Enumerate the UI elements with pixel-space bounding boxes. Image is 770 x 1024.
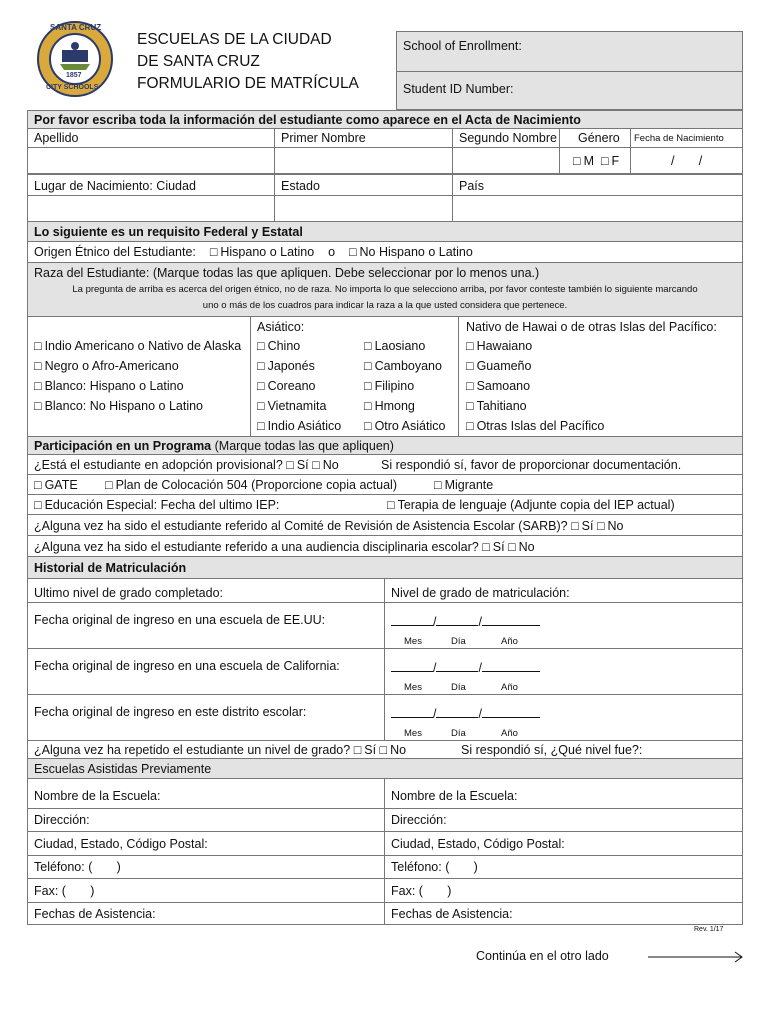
school1-telefono-label: Teléfono: ( ) <box>34 860 121 874</box>
fecha-eeuu-ano: Año <box>501 636 518 647</box>
disciplinaria-row <box>27 535 743 557</box>
school-of-enrollment-label: School of Enrollment: <box>403 39 522 53</box>
school1-nombre-field[interactable] <box>27 778 385 809</box>
race-col-1 <box>27 316 251 437</box>
lugar-header: Lugar de Nacimiento: Ciudad <box>27 174 275 196</box>
race-otro-asiatico[interactable]: □ Otro Asiático <box>364 419 445 433</box>
school1-fax-field[interactable] <box>27 878 385 903</box>
race-hawaiano[interactable]: □ Hawaiano <box>466 339 532 353</box>
disciplinaria-no-checkbox[interactable]: □ No <box>508 540 535 554</box>
fecha-distrito-input[interactable]: / / Mes Día Año <box>384 694 743 741</box>
fecha-ca-input[interactable]: / / Mes Día Año <box>384 648 743 695</box>
fecha-ca-mes-line <box>391 659 433 672</box>
origen-or: o <box>328 245 336 259</box>
race-blanco-hispano[interactable]: □ Blanco: Hispano o Latino <box>34 379 184 393</box>
raza-label: Raza del Estudiante: (Marque todas las que apliquen. Debe seleccionar por lo menos una.) <box>34 266 540 280</box>
race-filipino[interactable]: □ Filipino <box>364 379 414 393</box>
birthdate-slashes: / / <box>671 154 703 168</box>
school2-fechas-label: Fechas de Asistencia: <box>391 907 513 921</box>
pais-header: País <box>452 174 743 196</box>
school1-direccion-field[interactable] <box>27 808 385 832</box>
school2-ciudad-label: Ciudad, Estado, Código Postal: <box>391 837 565 851</box>
race-guameno[interactable]: □ Guameño <box>466 359 531 373</box>
race-samoano[interactable]: □ Samoano <box>466 379 530 393</box>
program-heading <box>27 436 743 455</box>
race-coreano[interactable]: □ Coreano <box>257 379 316 393</box>
hispano-checkbox[interactable]: □ Hispano o Latino <box>210 245 314 259</box>
fecha-distrito-label-cell <box>27 694 385 741</box>
lugar-input[interactable] <box>27 195 275 222</box>
origen-label: Origen Étnico del Estudiante: <box>34 245 196 259</box>
ultimo-grado-label: Ultimo nivel de grado completado: <box>34 586 223 600</box>
nivel-grado-field[interactable] <box>384 578 743 603</box>
ultimo-grado-field[interactable] <box>27 578 385 603</box>
school2-fax-field[interactable] <box>384 878 743 903</box>
adopcion-note: Si respondió sí, favor de proporcionar documentación. <box>381 458 682 472</box>
race-negro[interactable]: □ Negro o Afro-Americano <box>34 359 179 373</box>
fecha-distrito-ano: Año <box>501 728 518 739</box>
school2-fechas-field[interactable] <box>384 902 743 925</box>
fecha-eeuu-ano-line <box>482 613 540 626</box>
gate-checkbox[interactable]: □ GATE <box>34 478 78 492</box>
seal-bottom-text: CITY SCHOOLS <box>46 84 99 91</box>
apellido-header: Apellido <box>27 128 275 148</box>
adopcion-si-checkbox[interactable]: □ Sí <box>286 458 308 472</box>
fecha-nacimiento-header: Fecha de Nacimiento <box>630 128 743 148</box>
school2-direccion-field[interactable] <box>384 808 743 832</box>
race-indio-asiatico[interactable]: □ Indio Asiático <box>257 419 341 433</box>
school1-nombre-label: Nombre de la Escuela: <box>34 789 161 803</box>
fecha-distrito-mes: Mes <box>404 728 422 739</box>
plan504-checkbox[interactable]: □ Plan de Colocación 504 (Proporcione copia actual) <box>105 478 397 492</box>
school1-direccion-label: Dirección: <box>34 813 90 827</box>
primer-nombre-header: Primer Nombre <box>274 128 453 148</box>
sarb-si-checkbox[interactable]: □ Sí <box>571 519 593 533</box>
school2-fax-label: Fax: ( ) <box>391 884 452 898</box>
race-chino[interactable]: □ Chino <box>257 339 300 353</box>
district-seal <box>36 20 114 98</box>
migrante-checkbox[interactable]: □ Migrante <box>434 478 493 492</box>
race-japones[interactable]: □ Japonés <box>257 359 315 373</box>
school1-fechas-label: Fechas de Asistencia: <box>34 907 156 921</box>
fecha-eeuu-label: Fecha original de ingreso en una escuela de EE.UU: <box>34 613 326 627</box>
educacion-row <box>27 494 743 515</box>
race-laosiano[interactable]: □ Laosiano <box>364 339 425 353</box>
school2-telefono-field[interactable] <box>384 855 743 879</box>
seal-top-text: SANTA CRUZ <box>50 23 102 32</box>
title-line-3: FORMULARIO DE MATRÍCULA <box>137 75 359 92</box>
disciplinaria-question: ¿Alguna vez ha sido el estudiante referido a una audiencia disciplinaria escolar? <box>34 540 479 554</box>
pais-input[interactable] <box>452 195 743 222</box>
fecha-eeuu-dia: Día <box>451 636 466 647</box>
sarb-question: ¿Alguna vez ha sido el estudiante referido al Comité de Revisión de Asistencia Escolar (SARB)? <box>34 519 568 533</box>
adopcion-row <box>27 454 743 475</box>
program-heading-bold: Participación en un Programa <box>34 439 212 453</box>
disciplinaria-si-checkbox[interactable]: □ Sí <box>482 540 504 554</box>
fecha-distrito-label: Fecha original de ingreso en este distrito escolar: <box>34 705 307 719</box>
fecha-distrito-dia: Día <box>451 728 466 739</box>
continua-label: Continúa en el otro lado <box>476 949 609 963</box>
asiatico-heading: Asiático: <box>257 320 305 334</box>
gender-m-checkbox[interactable]: □ M <box>573 154 594 168</box>
genero-header: Género <box>559 128 631 148</box>
arrow-right-icon <box>648 950 744 962</box>
raza-note-2: uno o más de los cuadros para indicar la raza a la que usted considera que pertenece. <box>202 300 568 311</box>
fecha-nacimiento-input[interactable] <box>630 147 743 174</box>
race-blanco-no-hispano[interactable]: □ Blanco: No Hispano o Latino <box>34 399 203 413</box>
student-id-field[interactable] <box>396 71 743 110</box>
raza-box <box>27 262 743 317</box>
fecha-eeuu-mes-line <box>391 613 433 626</box>
repetido-si-checkbox[interactable]: □ Sí <box>354 743 376 757</box>
school1-ciudad-label: Ciudad, Estado, Código Postal: <box>34 837 208 851</box>
race-hmong[interactable]: □ Hmong <box>364 399 415 413</box>
race-indio-americano[interactable]: □ Indio Americano o Nativo de Alaska <box>34 339 241 353</box>
history-heading: Historial de Matriculación <box>27 556 743 579</box>
fecha-ca-dia: Día <box>451 682 466 693</box>
fecha-ca-dia-line <box>436 659 478 672</box>
school1-ciudad-field[interactable] <box>27 831 385 856</box>
segundo-nombre-header: Segundo Nombre <box>452 128 560 148</box>
sarb-no-checkbox[interactable]: □ No <box>597 519 624 533</box>
segundo-nombre-input[interactable] <box>452 147 560 174</box>
fecha-ca-ano: Año <box>501 682 518 693</box>
race-vietnamita[interactable]: □ Vietnamita <box>257 399 326 413</box>
primer-nombre-input[interactable] <box>274 147 453 174</box>
previous-heading: Escuelas Asistidas Previamente <box>27 758 743 779</box>
school1-telefono-field[interactable] <box>27 855 385 879</box>
fecha-eeuu-dia-line <box>436 613 478 626</box>
no-hispano-checkbox[interactable]: □ No Hispano o Latino <box>349 245 473 259</box>
educacion-especial-checkbox[interactable]: □ Educación Especial: Fecha del ultimo IEP: <box>34 498 279 512</box>
program-heading-rest: (Marque todas las que apliquen) <box>211 439 394 453</box>
sarb-row <box>27 514 743 536</box>
revision-label: Rev. 1/17 <box>694 926 724 933</box>
school2-ciudad-field[interactable] <box>384 831 743 856</box>
nivel-grado-label: Nivel de grado de matriculación: <box>391 586 570 600</box>
race-tahitiano[interactable]: □ Tahitiano <box>466 399 527 413</box>
gate-row <box>27 474 743 495</box>
raza-note-1: La pregunta de arriba es acerca del origen étnico, no de raza. No importa lo que selecciono arriba, por favor conteste también lo siguiente marcando <box>72 284 698 295</box>
fecha-ca-mes: Mes <box>404 682 422 693</box>
school-of-enrollment-field[interactable] <box>396 31 743 72</box>
estado-input[interactable] <box>274 195 453 222</box>
seal-year: 1857 <box>66 72 82 79</box>
school2-nombre-label: Nombre de la Escuela: <box>391 789 518 803</box>
school2-nombre-field[interactable] <box>384 778 743 809</box>
hawaii-heading: Nativo de Hawai o de otras Islas del Pacífico: <box>466 320 717 334</box>
fecha-ca-label: Fecha original de ingreso en una escuela de California: <box>34 659 340 673</box>
school1-fechas-field[interactable] <box>27 902 385 925</box>
origen-row <box>27 241 743 263</box>
repetido-row <box>27 740 743 759</box>
genero-input <box>559 147 631 174</box>
terapia-checkbox[interactable]: □ Terapia de lenguaje (Adjunte copia del IEP actual) <box>387 498 675 512</box>
federal-heading: Lo siguiente es un requisito Federal y Estatal <box>27 221 743 242</box>
race-otras-islas[interactable]: □ Otras Islas del Pacífico <box>466 419 604 433</box>
fecha-distrito-dia-line <box>436 705 478 718</box>
fecha-eeuu-label-cell <box>27 602 385 649</box>
school2-direccion-label: Dirección: <box>391 813 447 827</box>
school2-telefono-label: Teléfono: ( ) <box>391 860 478 874</box>
title-line-2: DE SANTA CRUZ <box>137 53 260 70</box>
adopcion-question: ¿Está el estudiante en adopción provisional? <box>34 458 283 472</box>
title-line-1: ESCUELAS DE LA CIUDAD <box>137 31 332 48</box>
repetido-no-checkbox[interactable]: □ No <box>380 743 407 757</box>
apellido-input[interactable] <box>27 147 275 174</box>
adopcion-no-checkbox[interactable]: □ No <box>312 458 339 472</box>
school1-fax-label: Fax: ( ) <box>34 884 95 898</box>
fecha-distrito-ano-line <box>482 705 540 718</box>
race-camboyano[interactable]: □ Camboyano <box>364 359 442 373</box>
repetido-question: ¿Alguna vez ha repetido el estudiante un nivel de grado? <box>34 743 351 757</box>
gender-f-checkbox[interactable]: □ F <box>601 154 619 168</box>
fecha-distrito-mes-line <box>391 705 433 718</box>
fecha-ca-label-cell <box>27 648 385 695</box>
repetido-note: Si respondió sí, ¿Qué nivel fue?: <box>461 743 643 757</box>
fecha-eeuu-mes: Mes <box>404 636 422 647</box>
fecha-ca-ano-line <box>482 659 540 672</box>
estado-header: Estado <box>274 174 453 196</box>
student-instruction: Por favor escriba toda la información del estudiante como aparece en el Acta de Nacimiento <box>27 110 743 129</box>
fecha-eeuu-input[interactable]: / / Mes Día Año <box>384 602 743 649</box>
student-id-label: Student ID Number: <box>403 82 514 96</box>
